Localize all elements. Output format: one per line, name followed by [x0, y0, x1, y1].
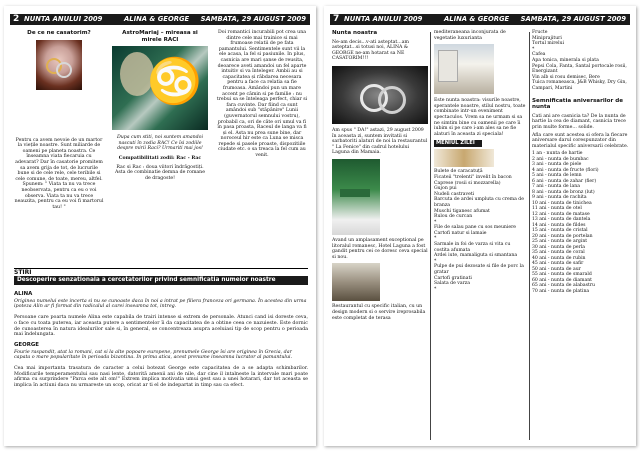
restaurant-photo: [332, 263, 380, 301]
astro-caption: Dupa cum stiti, noi suntem amandoi nascuti în zodia RAC! Ce îsi zodiile despre mirii Raci? Urmariti mai jos!: [116, 135, 204, 152]
alina-name: ALINA: [14, 291, 33, 297]
menu-item: Nudeli castraveti: [434, 191, 475, 197]
menu-item: Vin alb si rosu demisec, Bere: [532, 74, 600, 80]
anniversary-item: 10 ani - nunta de tinichea: [532, 200, 592, 206]
article-text: Pentru ca avem nevoie de un martor la viețile noastre. Sunt miliarde de oameni pe planeta noastra. Ce înseamna viata fiecaruia cu adevarat? Dar în casatorie promitem sa avem grija de tot, de lucrurile bune si de cele rele, cele teribile si cele comune, de toate, mereu, altfel. Spunem: " Viata ta nu va trece neobservata, pentru ca eu o voi observa. Viata ta nu va trece neauzita, pentru ca eu voi fi martorul tau! ": [14, 137, 104, 210]
alina-block: [14, 292, 308, 389]
menu-item: *: [434, 219, 437, 225]
cancer-zodiac-image: [112, 46, 208, 130]
menu-item: Barcuta de ardei umpluta cu crema de branza: [434, 197, 524, 208]
alina-text: Persoane care poarta numele Alina este capabila de trairi intense si extrem de personale. Atunci cand isi doreste ceva, o face cu toata puterea, iar aceasta putere a sentimentelor îi da capacitatea de a obtine ceea ce nazuieste. Este dornic de cunoasterea în natura idealurilor sale si, în general, se concentreaza asupra aceluiasi tip de scop pentru o perioada mai îndelungata.: [14, 315, 308, 338]
anniversary-list: [532, 151, 630, 294]
cancer-sign-icon: ♋: [147, 56, 202, 108]
header-section: NUNTA ANULUI 2009: [344, 15, 423, 23]
anniversary-item: 12 ani - nunta de matase: [532, 211, 590, 217]
anniversary-item: 11 ani - nunta de otel: [532, 206, 582, 212]
restaurant-text: Restaurantul cu specific italian, cu un design modern si o servire ireprosabila este completat de terasa: [332, 304, 426, 321]
compat-text: Rac si Rac : doua viitori îndrăgostiți. Asta de combinatie demna de romane de dragoste!: [115, 164, 205, 181]
anniversary-item: 5 ani - nunta de lemn: [532, 173, 582, 179]
menu-item: Muschi tiganesc afumat: [434, 208, 490, 214]
hotel-sign: [340, 189, 370, 197]
stiri-banner: Descoperire senzationala a cercetatorilor privind semnificatia numelor noastre: [14, 276, 308, 285]
astro-heading: AstroMariaj – mireasa si mirele RACI: [122, 30, 198, 43]
header-date: SAMBATA, 29 AUGUST 2009: [200, 15, 306, 23]
george-text: Cea mai importanta trasatura de caracter a celui botezat George este capacitatea de a se adapta schimbarilor. Modificarile temperamentului sau nasi lente, datorită amenii ani de nile, dar cine il intalneste la intervale mari poate afirma cu surprindere "Parca este alt om!" Extrem implica motivatia umui gest sau a unei hotarari, dar tot aceasta se implica în actiuni daca nu urmareste un scop, oricat ar ti el de indepartat in timp sau ca efect.: [14, 366, 308, 389]
right-col-3: [532, 30, 630, 294]
menu-item: Pulpe de pui dezosate si file de porc la gratar: [434, 264, 524, 276]
anniversary-item: 70 ani - nunta de platina: [532, 288, 590, 294]
page-number: 7: [333, 14, 340, 24]
right-page: [324, 6, 636, 446]
menu-item: Gujon pui: [434, 186, 457, 192]
column-divider: [529, 32, 530, 440]
anniv-intro-2: Afla care sunt acestea si ofera la fiecare aniversare darul corespunzator din materialul specific aniversarii celebrate.: [532, 132, 629, 149]
anniversary-item: 3 ani - nunta de piele: [532, 162, 582, 168]
hotel-laguna-photo: [332, 159, 380, 235]
anniversary-item: 35 ani - nunta de coral: [532, 250, 585, 256]
hotel-text: Avand un amplasament exceptional pe litoralul romanesc, Hotel Laguna a fost gandit pentru cei ce doresc ceva special si nou.: [332, 237, 428, 260]
menu-item: Fructe: [532, 30, 548, 35]
anniversary-item: 45 ani - nunta de safir: [532, 261, 584, 267]
header-couple: ALINA & GEORGE: [124, 15, 190, 23]
menu-item: Apa tonica, minerala si plata: [532, 57, 599, 63]
menu-item: Ardei iute, mamaliguta si smantana: [434, 253, 518, 259]
anniversary-item: 9 ani - nunta de rachita: [532, 195, 587, 201]
header-section: NUNTA ANULUI 2009: [24, 15, 103, 23]
rings-photo: [332, 66, 428, 124]
menu-item: File de salau pane cu sos meuniere: [434, 225, 516, 231]
anniversary-item: 55 ani - nunta de smarald: [532, 272, 592, 278]
anniversary-item: 30 ani - nunta de perla: [532, 244, 586, 250]
right-col-1: [332, 30, 428, 323]
anniversary-item: 65 ani - nunta de alabastru: [532, 283, 595, 289]
george-name: GEORGE: [14, 341, 39, 348]
wedding-rings-photo: [36, 40, 82, 90]
menu-item: *: [532, 46, 535, 52]
terrace-photo: [434, 44, 494, 94]
anniversary-item: 6 ani - nunta de zahar (fier): [532, 178, 597, 184]
menu-item: Ficateii "trelenti" invelit în bacon: [434, 174, 512, 180]
menu-item: *: [434, 286, 437, 292]
ring-icon: [378, 86, 406, 114]
right-page-header: [330, 14, 630, 25]
menu-item: Miniprajituri: [532, 35, 562, 41]
ring-icon: [56, 62, 72, 78]
left-page: [4, 6, 316, 446]
anniversary-item: 50 ani - nunta de aur: [532, 266, 581, 272]
nunta-heading: Nunta noastra: [332, 30, 378, 36]
anniversary-item: 2 ani - nunta de bumbac: [532, 156, 589, 162]
drinks-list: [532, 30, 630, 92]
header-date: SAMBATA, 29 AUGUST 2009: [520, 15, 626, 23]
menu-item: Pepsi Cola, Fanta, Santal portocale rosii, Energizant: [532, 63, 627, 75]
menu-item: Tortul mirelui: [532, 41, 565, 47]
menu-item: *: [434, 236, 437, 242]
compat-heading: Compatibilitati zodii: Rac - Rac: [118, 155, 202, 161]
menu-item: Salata de varza: [434, 281, 470, 287]
anniversary-item: 40 ani - nunta de rubin: [532, 255, 586, 261]
anniversary-item: 25 ani - nunta de argint: [532, 239, 588, 245]
anniversary-item: 4 ani - nunta de fructe (flori): [532, 167, 599, 173]
nunta-body: Am spus " DA!" astazi, 29 august 2009 în aceasta zi, suntem invitatii si sarbatoriti alaturi de noi la restaurantul " La Fenice" din cadrul hotelului Laguna din Mamaia.: [332, 127, 428, 156]
article-heading: De ce ne casatorim?: [27, 30, 91, 36]
stiri-tag: STIRI: [14, 268, 308, 276]
anniversary-item: 14 ani - nunta de fildes: [532, 222, 586, 228]
anniversary-item: 60 ani - nunta de diamant: [532, 277, 593, 283]
menu-item: Bulete de caracatuță: [434, 169, 483, 175]
alina-origin: Originea numelui este incerta si nu se cunoaste daca în noi a intrat pe filiera franceza ori germana. În acestea din urma ipoteza Alin ar fi format din radicalul al carei inseamna tot, intreg.: [14, 298, 307, 310]
menu-item: Caprese (rosii si mozzarella): [434, 180, 501, 186]
stiri-section: [14, 268, 308, 389]
right-col-2: [434, 30, 526, 292]
left-col-1: [14, 30, 104, 212]
menu-list: [434, 169, 526, 292]
header-couple: ALINA & GEORGE: [444, 15, 510, 23]
menu-item: Tuica romaneasca, J&B Whisky, Dry Gin, Campari, Martini: [532, 80, 627, 91]
menu-item: Sarmale in foi de varza si vita cu costita afumata: [434, 242, 511, 253]
column-divider: [430, 32, 431, 440]
anniversary-item: 8 ani - nunta de bronz (lut): [532, 189, 595, 195]
astro-body-text: Doi romantici incurabili pot crea una dintre cele mai trainice si mai frumoase relatii de pe fata pamantului. Sentimentele sunt vii la ele acasa, la fel si pasiunile. In plus, casnicia are mari șanse de reusita, deoarece aveti amandoi un fel aparte intuitiv si va înteleger. Ambii au si capacitatea și răbdarea necesara pentru a face ca relatia sa fie frumoasa. Amândoi pun un mare accent pe cămin si pe familie : nu trebui sa se înteleaga perfect, chiar si fara cuvinte. Dar fiind ca sunt amândoi sub "stăpânire" Lunii (guvernatorul semnului vostru), probabil ca, ori de câte ori umul va fi în pasa proasta, Raceul de langa va fi și el. Asta nu prea sune bine, dar noroceul hir este ca Luna se misca repede si pasele proaste, dispozitiile ciudate etc. o sa treaca la fel cum au venit.: [216, 30, 308, 159]
anniversary-item: 7 ani - nunta de lana: [532, 184, 580, 190]
anniversary-item: 1 an - nunta de hartie: [532, 151, 583, 157]
terrace-text: mediteraneana inconjurata de vegetatie luxurianta: [434, 30, 506, 41]
menu-item: Cartofi gratinati: [434, 275, 472, 281]
anniversary-item: 13 ani - nunta de dantela: [532, 217, 591, 223]
anniversary-item: 20 ani - nunta de portelan: [532, 233, 593, 239]
page-number: 2: [13, 14, 20, 24]
left-page-header: [10, 14, 310, 25]
terrace-umbrella: [438, 50, 458, 82]
menu-food-image: [434, 149, 494, 167]
menu-item: Cartofi natur si lamaie: [434, 230, 487, 236]
left-col-2: [112, 30, 208, 183]
wedding-text: Este nunta noastra: visurile noastre, sperantele noastre, stilul nostru, toate combinate intr-un eveniment spectaculos. Vrem sa ne urmam si sa ne simtim bine cu oamenii pe care îi iubim si pe care i-am ales sa ne fie alaturi în aceasta zi speciala!: [434, 98, 526, 137]
menu-item: Rulou de curcan: [434, 214, 473, 220]
menu-item: Cafea: [532, 52, 546, 58]
george-origin: Fourie raspandit, atat la romani, cat si la alte popoare europene, prenumele George îsi are originea în Grecia, dar capata o mare popularitate în perioada bizantina. In prima atica, acest prenume inseamna lucrator al pamantului.: [14, 349, 293, 361]
left-col-3: [216, 30, 308, 161]
anniv-intro: Cati ani are casnicia ta? De la nunta de hartie la cea de diamant, casnicia trece prin multe forme... solide.: [532, 113, 626, 130]
anniversary-item: 15 ani - nunta de cristal: [532, 228, 588, 234]
menu-title: MENIUL ZILEI: [434, 140, 482, 147]
nunta-intro: Ne-am decis...v-ati asteptat...am asteptat...si totusi noi, ALINA & GEORGE ne-am hotarat sa NE CASATORIM!!!: [332, 39, 409, 62]
menu-item: *: [434, 258, 437, 264]
anniv-heading: Semnificatia aniversarilor de nunta: [532, 97, 624, 111]
